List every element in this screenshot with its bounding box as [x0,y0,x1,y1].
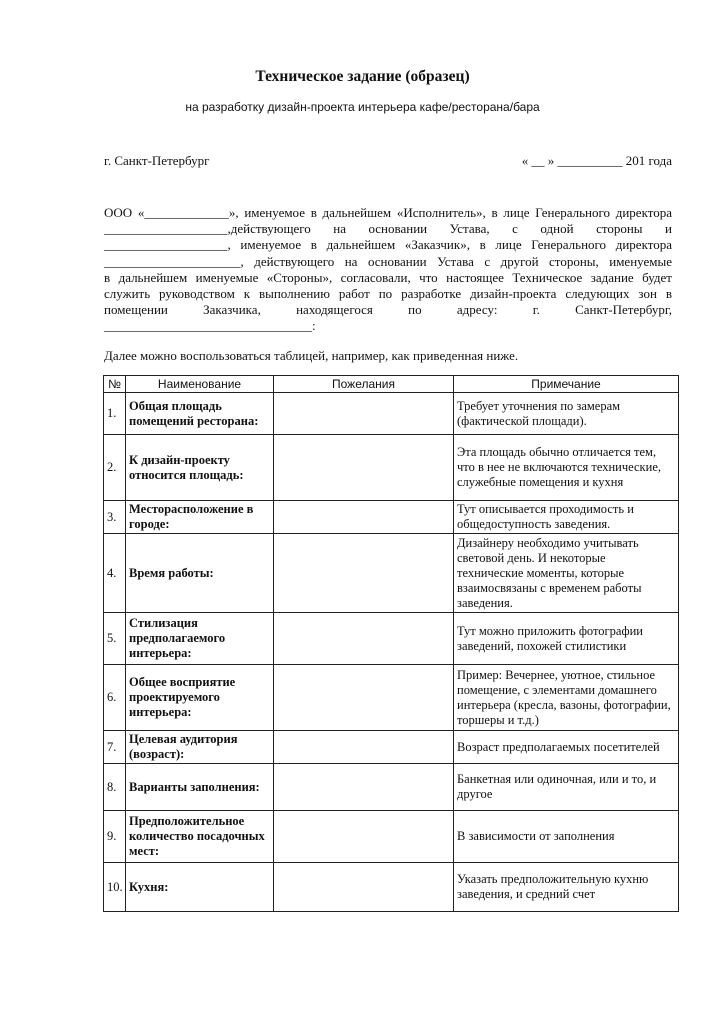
table-row [104,731,679,764]
table-row [104,863,679,912]
table-row [104,811,679,863]
row-note: Возраст предполагаемых посетителей [454,731,679,764]
row-note: Пример: Вечернее, уютное, стильное помещение, с элементами домашнего интерьера (кресла, вазоны, фотографии, торшеры и т.д.) [454,665,679,731]
table-row [104,501,679,534]
row-number: 8. [104,764,126,811]
row-number: 6. [104,665,126,731]
row-number: 4. [104,534,126,613]
row-wish [274,665,454,731]
row-note: Указать предположительную кухню заведения, и средний счет [454,863,679,912]
row-wish [274,863,454,912]
row-wish [274,435,454,501]
row-note: Дизайнеру необходимо учитывать световой день. И некоторые технические моменты, которые взаимосвязаны с временем работы заведения. [454,534,679,613]
row-name: Общая площадь помещений ресторана: [126,393,274,435]
row-number: 10. [104,863,126,912]
row-number: 5. [104,613,126,665]
row-wish [274,501,454,534]
table-row [104,665,679,731]
row-name: Целевая аудитория (возраст): [126,731,274,764]
row-wish [274,534,454,613]
row-number: 2. [104,435,126,501]
row-name: Стилизация предполагаемого интерьера: [126,613,274,665]
row-note: В зависимости от заполнения [454,811,679,863]
header-number: № [104,376,126,393]
header-name: Наименование [126,376,274,393]
paragraph-line: ___________________, именуемое в дальнейшем «Заказчик», в лице Генерального директора [104,237,672,253]
row-number: 3. [104,501,126,534]
page-title: Техническое задание (образец) [255,68,470,85]
row-note: Требует уточнения по замерам (фактической площади). [454,393,679,435]
row-note: Тут можно приложить фотографии заведений, похожей стилистики [454,613,679,665]
header-notes: Примечание [454,376,679,393]
paragraph-line: служить руководством к выполнению работ по разработке дизайн-проекта следующих зон в [104,285,672,301]
table-row [104,534,679,613]
requirements-table [103,375,679,912]
header-wishes: Пожелания [274,376,454,393]
city-label: г. Санкт-Петербург [104,153,210,168]
table-row [104,764,679,811]
row-name: Предположительное количество посадочных мест: [126,811,274,863]
row-wish [274,393,454,435]
date-field: « __ » __________ 201 года [521,153,672,168]
intro-text: Далее можно воспользоваться таблицей, например, как приведенная ниже. [104,348,519,363]
contract-paragraph [104,205,672,335]
row-wish [274,731,454,764]
row-note: Тут описывается проходимость и общедоступность заведения. [454,501,679,534]
row-number: 7. [104,731,126,764]
row-name: Кухня: [126,863,274,912]
paragraph-line: ООО «_____________», именуемое в дальнейшем «Исполнитель», в лице Генерального директора [104,205,672,220]
row-note: Эта площадь обычно отличается тем, что в нее не включаются технические, служебные помещения и кухня [454,435,679,501]
paragraph-line: ________________________________: [104,318,316,334]
row-number: 1. [104,393,126,435]
paragraph-line: помещении Заказчика, находящегося по адресу: г. Санкт-Петербург, [104,302,672,318]
row-name: Общее восприятие проектируемого интерьера: [126,665,274,731]
row-number: 9. [104,811,126,863]
row-name: Месторасположение в городе: [126,501,274,534]
row-wish [274,811,454,863]
row-name: Время работы: [126,534,274,613]
table-row [104,613,679,665]
row-name: К дизайн-проекту относится площадь: [126,435,274,501]
paragraph-line: _____________________, действующего на основании Устава с другой стороны, именуемые [104,253,672,269]
table-header-row [104,376,679,393]
row-name: Варианты заполнения: [126,764,274,811]
row-wish [274,764,454,811]
paragraph-line: ___________________,действующего на основании Устава, с одной стороны и [104,221,672,237]
paragraph-line: в дальнейшем именуемые «Стороны», согласовали, что настоящее Техническое задание будет [104,269,672,285]
row-note: Банкетная или одиночная, или и то, и другое [454,764,679,811]
table-row [104,393,679,435]
table-row [104,435,679,501]
row-wish [274,613,454,665]
page-subtitle: на разработку дизайн-проекта интерьера кафе/ресторана/бара [185,100,540,114]
